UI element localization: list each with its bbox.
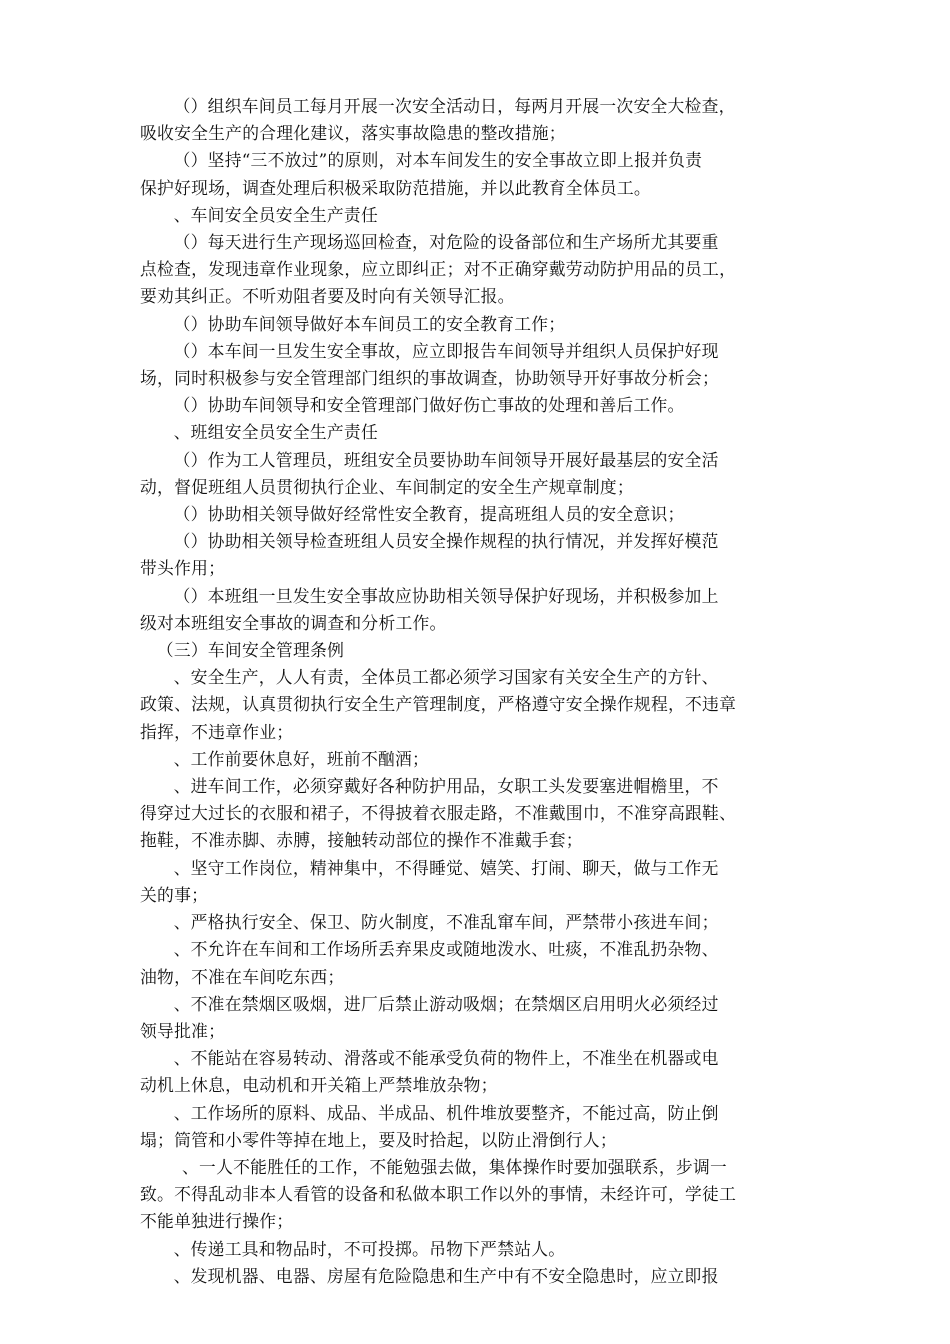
text-line: 致。不得乱动非本人看管的设备和私做本职工作以外的事情，未经许可，学徒工	[140, 1184, 737, 1205]
paragraph	[140, 773, 820, 855]
paragraph	[140, 1154, 820, 1236]
text-line: （）每天进行生产现场巡回检查，对危险的设备部位和生产场所尤其要重	[173, 232, 719, 253]
text-line: 、工作前要休息好，班前不酗酒；	[173, 748, 430, 769]
text-line: （三）车间安全管理条例	[156, 640, 345, 661]
text-line: （）作为工人管理员，班组安全员要协助车间领导开展好最基层的安全活	[173, 449, 719, 470]
text-line: 吸收安全生产的合理化建议，落实事故隐患的整改措施；	[140, 123, 566, 144]
text-line: 不能单独进行操作；	[140, 1211, 294, 1232]
text-line: 、不能站在容易转动、滑落或不能承受负荷的物件上，不准坐在机器或电	[173, 1048, 719, 1069]
text-line: 保护好现场，调查处理后积极采取防范措施，并以此教育全体员工。	[140, 177, 651, 198]
text-line: 得穿过大过长的衣服和裙子，不得披着衣服走路，不准戴围巾，不准穿高跟鞋、	[140, 803, 737, 824]
text-line: （）协助车间领导做好本车间员工的安全教育工作；	[173, 313, 566, 334]
paragraph	[140, 229, 820, 311]
paragraph	[140, 1236, 820, 1263]
text-line: 、车间安全员安全生产责任	[173, 204, 378, 225]
paragraph	[140, 936, 820, 990]
text-line: 、坚守工作岗位，精神集中，不得睡觉、嬉笑、打闹、聊天，做与工作无	[173, 857, 719, 878]
text-line: 、安全生产，人人有责，全体员工都必须学习国家有关安全生产的方针、	[173, 667, 719, 688]
text-line: （）本班组一旦发生安全事故应协助相关领导保护好现场，并积极参加上	[173, 585, 719, 606]
document-body	[140, 93, 820, 1290]
text-line: （）协助相关领导做好经常性安全教育，提高班组人员的安全意识；	[173, 504, 685, 525]
text-line: 领导批准；	[140, 1020, 226, 1041]
text-line: （）本车间一旦发生安全事故，应立即报告车间领导并组织人员保护好现	[173, 340, 719, 361]
paragraph	[140, 1045, 820, 1099]
text-line: （）坚持“三不放过”的原则，对本车间发生的安全事故立即上报并负责	[173, 150, 703, 171]
paragraph	[140, 501, 820, 528]
text-line: 关的事；	[140, 884, 209, 905]
text-line: 级对本班组安全事故的调查和分析工作。	[140, 612, 447, 633]
text-line: 动，督促班组人员贯彻执行企业、车间制定的安全生产规章制度；	[140, 476, 634, 497]
text-line: 、发现机器、电器、房屋有危险隐患和生产中有不安全隐患时，应立即报	[173, 1265, 719, 1286]
text-line: 油物，不准在车间吃东西；	[140, 966, 345, 987]
text-line: 、传递工具和物品时，不可投掷。吊物下严禁站人。	[173, 1238, 566, 1259]
text-line: 点检查，发现违章作业现象，应立即纠正；对不正确穿戴劳动防护用品的员工，	[140, 259, 737, 280]
text-line: 政策、法规，认真贯彻执行安全生产管理制度，严格遵守安全操作规程，不违章	[140, 694, 737, 715]
paragraph	[140, 447, 820, 501]
text-line: 带头作用；	[140, 558, 226, 579]
paragraph	[140, 637, 820, 664]
text-line: 、工作场所的原料、成品、半成品、机件堆放要整齐，不能过高，防止倒	[173, 1102, 719, 1123]
paragraph	[140, 746, 820, 773]
paragraph	[140, 1100, 820, 1154]
text-line: 、不允许在车间和工作场所丢弃果皮或随地泼水、吐痰，不准乱扔杂物、	[173, 939, 719, 960]
paragraph	[140, 1263, 820, 1290]
paragraph	[140, 419, 820, 446]
text-line: （）协助车间领导和安全管理部门做好伤亡事故的处理和善后工作。	[173, 395, 685, 416]
paragraph	[140, 93, 820, 147]
text-line: 指挥，不违章作业；	[140, 721, 294, 742]
paragraph	[140, 855, 820, 909]
text-line: 拖鞋，不准赤脚、赤膊，接触转动部位的操作不准戴手套；	[140, 830, 583, 851]
text-line: 、严格执行安全、保卫、防火制度，不准乱窜车间，严禁带小孩进车间；	[173, 912, 719, 933]
text-line: 、进车间工作，必须穿戴好各种防护用品，女职工头发要塞进帽檐里，不	[173, 776, 719, 797]
paragraph	[140, 311, 820, 338]
paragraph	[140, 664, 820, 746]
paragraph	[140, 338, 820, 392]
text-line: 要劝其纠正。不听劝阻者要及时向有关领导汇报。	[140, 286, 515, 307]
paragraph	[140, 147, 820, 201]
text-line: 、一人不能胜任的工作，不能勉强去做，集体操作时要加强联系，步调一	[182, 1156, 728, 1177]
text-line: 场，同时积极参与安全管理部门组织的事故调查，协助领导开好事故分析会；	[140, 368, 720, 389]
paragraph	[140, 528, 820, 582]
paragraph	[140, 991, 820, 1045]
text-line: 动机上休息，电动机和开关箱上严禁堆放杂物；	[140, 1075, 498, 1096]
text-line: 塌；筒管和小零件等掉在地上，要及时拾起，以防止滑倒行人；	[140, 1129, 617, 1150]
paragraph	[140, 909, 820, 936]
paragraph	[140, 392, 820, 419]
text-line: （）组织车间员工每月开展一次安全活动日，每两月开展一次安全大检查，	[173, 96, 736, 116]
text-line: （）协助相关领导检查班组人员安全操作规程的执行情况，并发挥好模范	[173, 531, 719, 552]
text-line: 、班组安全员安全生产责任	[173, 422, 378, 443]
paragraph	[140, 583, 820, 637]
text-line: 、不准在禁烟区吸烟，进厂后禁止游动吸烟；在禁烟区启用明火必须经过	[173, 993, 719, 1014]
paragraph	[140, 202, 820, 229]
